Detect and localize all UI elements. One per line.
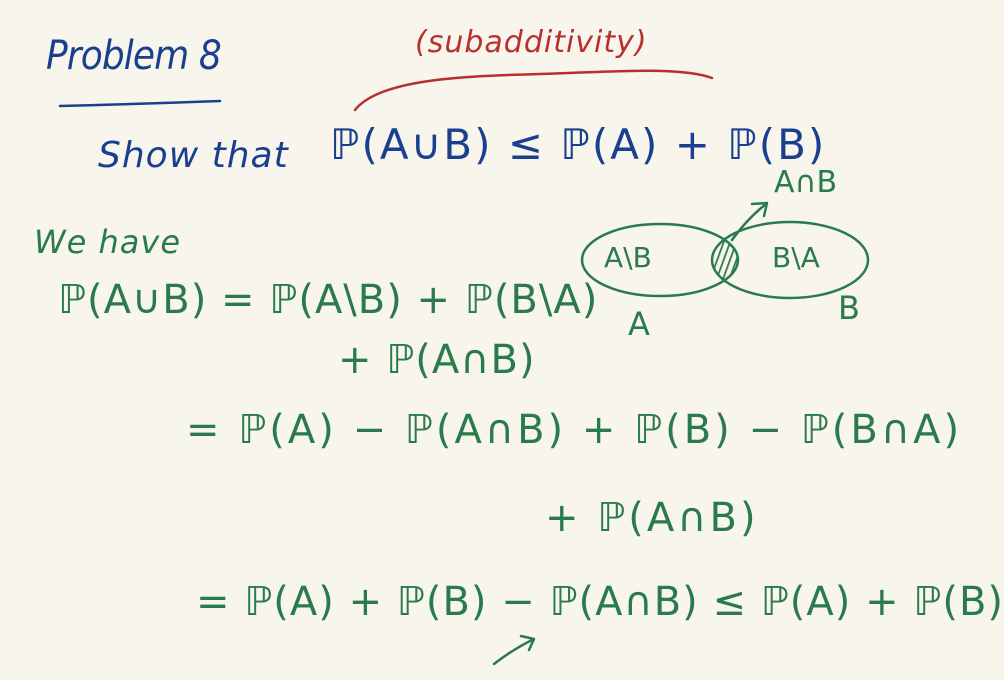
venn-label-b-minus-a: B\A bbox=[772, 241, 820, 274]
statement-equation: ℙ(A∪B) ≤ ℙ(A) + ℙ(B) bbox=[330, 120, 827, 169]
emphasis-arrow bbox=[494, 640, 532, 664]
venn-label-set-b: B bbox=[838, 289, 860, 327]
subadditivity-brace bbox=[355, 71, 712, 110]
venn-label-a-minus-b: A\B bbox=[604, 241, 652, 274]
derivation-line-3: = ℙ(A) − ℙ(A∩B) + ℙ(B) − ℙ(B∩A) bbox=[186, 407, 963, 453]
title-underline bbox=[60, 101, 220, 106]
problem-title: Problem 8 bbox=[46, 33, 221, 79]
derivation-line-4: + ℙ(A∩B) bbox=[545, 495, 759, 541]
we-have-text: We have bbox=[34, 223, 182, 261]
derivation-line-1: ℙ(A∪B) = ℙ(A\B) + ℙ(B\A) bbox=[58, 277, 599, 323]
intersection-arrow bbox=[732, 204, 766, 240]
venn-label-set-a: A bbox=[628, 305, 650, 343]
derivation-line-2: + ℙ(A∩B) bbox=[338, 337, 536, 383]
show-that-text: Show that bbox=[98, 135, 289, 176]
derivation-line-5: = ℙ(A) + ℙ(B) − ℙ(A∩B) ≤ ℙ(A) + ℙ(B) bbox=[196, 579, 1004, 625]
subadditivity-annotation: (subadditivity) bbox=[415, 25, 648, 60]
venn-label-intersection: A∩B bbox=[774, 165, 838, 200]
